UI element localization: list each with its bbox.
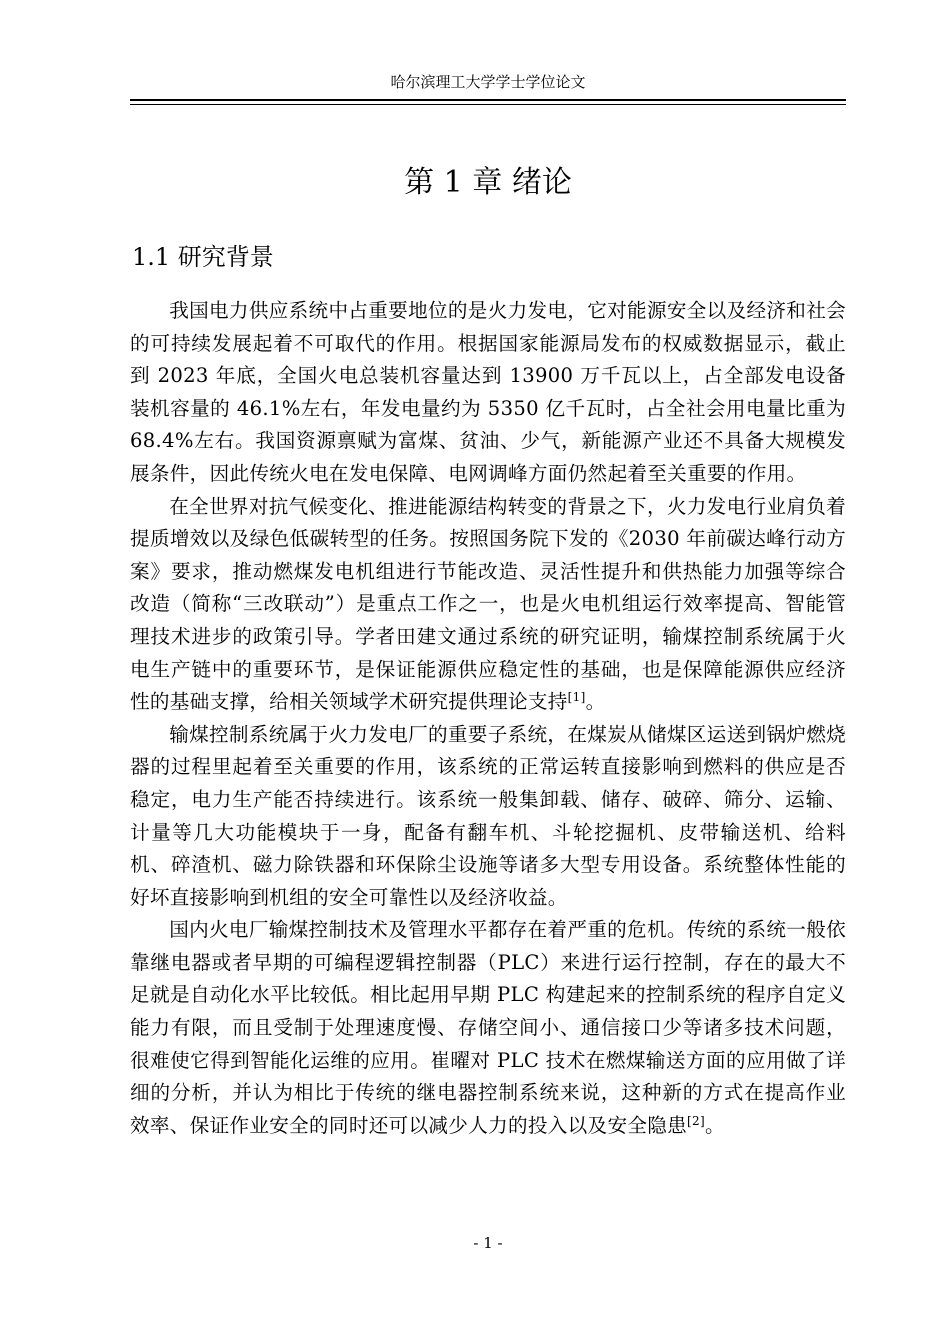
paragraph-text: 输煤控制系统属于火力发电厂的重要子系统，在煤炭从储煤区运送到锅炉燃烧器的过程里起着至关重要的作用，该系统的正常运转直接影响到燃料的供应是否稳定，电力生产能否持续进行。该系统一般集卸载、储存、破碎、筛分、运输、计量等几大功能模块于一身，配备有翻车机、斗轮挖掘机、皮带输送机、给料机、碎渣机、磁力除铁器和环保除尘设施等诸多大型专用设备。系统整体性能的好坏直接影响到机组的安全可靠性以及经济收益。 (130, 722, 846, 909)
body-text (130, 295, 846, 1142)
header-rule-thin (130, 104, 846, 105)
paragraph-tail: 。 (704, 1113, 725, 1137)
citation-ref[interactable]: [1] (567, 690, 586, 705)
paragraph (130, 491, 846, 719)
paragraph-text: 我国电力供应系统中占重要地位的是火力发电，它对能源安全以及经济和社会的可持续发展起着不可取代的作用。根据国家能源局发布的权威数据显示，截止到 2023 年底，全国火电总装机容量达到 13900 万千瓦以上，占全部发电设备装机容量的 46.1%左右，年发电量约为 5350 亿千瓦时，占全社会用电量比重为 68.4%左右。我国资源禀赋为富煤、贫油、少气，新能源产业还不具备大规模发展条件，因此传统火电在发电保障、电网调峰方面仍然起着至关重要的作用。 (130, 299, 846, 485)
page-number: - 1 - (473, 1234, 503, 1252)
paragraph-text: 国内火电厂输煤控制技术及管理水平都存在着严重的危机。传统的系统一般依靠继电器或者早期的可编程逻辑控制器（PLC）来进行运行控制，存在的最大不足就是自动化水平比较低。相比起用早期 PLC 构建起来的控制系统的程序自定义能力有限，而且受制于处理速度慢、存储空间小、通信接口少等诸多技术问题，很难使它得到智能化运维的应用。崔曜对 PLC 技术在燃煤输送方面的应用做了详细的分析，并认为相比于传统的继电器控制系统来说，这种新的方式在提高作业效率、保证作业安全的同时还可以减少人力的投入以及安全隐患 (130, 918, 846, 1137)
paragraph-tail: 。 (585, 690, 606, 714)
paragraph (130, 914, 846, 1142)
paragraph (130, 719, 846, 915)
running-header: 哈尔滨理工大学学士学位论文 (390, 73, 586, 91)
section-title: 1.1 研究背景 (132, 243, 274, 271)
paragraph (130, 295, 846, 491)
citation-ref[interactable]: [2] (687, 1113, 705, 1128)
chapter-title: 第 1 章 绪论 (404, 165, 572, 200)
header-rule-thick (130, 99, 846, 101)
paragraph-text: 在全世界对抗气候变化、推进能源结构转变的背景之下，火力发电行业肩负着提质增效以及绿色低碳转型的任务。按照国务院下发的《2030 年前碳达峰行动方案》要求，推动燃煤发电机组进行节能改造、灵活性提升和供热能力加强等综合改造（简称“三改联动”）是重点工作之一，也是火电机组运行效率提高、智能管理技术进步的政策引导。学者田建文通过系统的研究证明，输煤控制系统属于火电生产链中的重要环节，是保证能源供应稳定性的基础，也是保障能源供应经济性的基础支撑，给相关领域学术研究提供理论支持 (130, 494, 846, 714)
